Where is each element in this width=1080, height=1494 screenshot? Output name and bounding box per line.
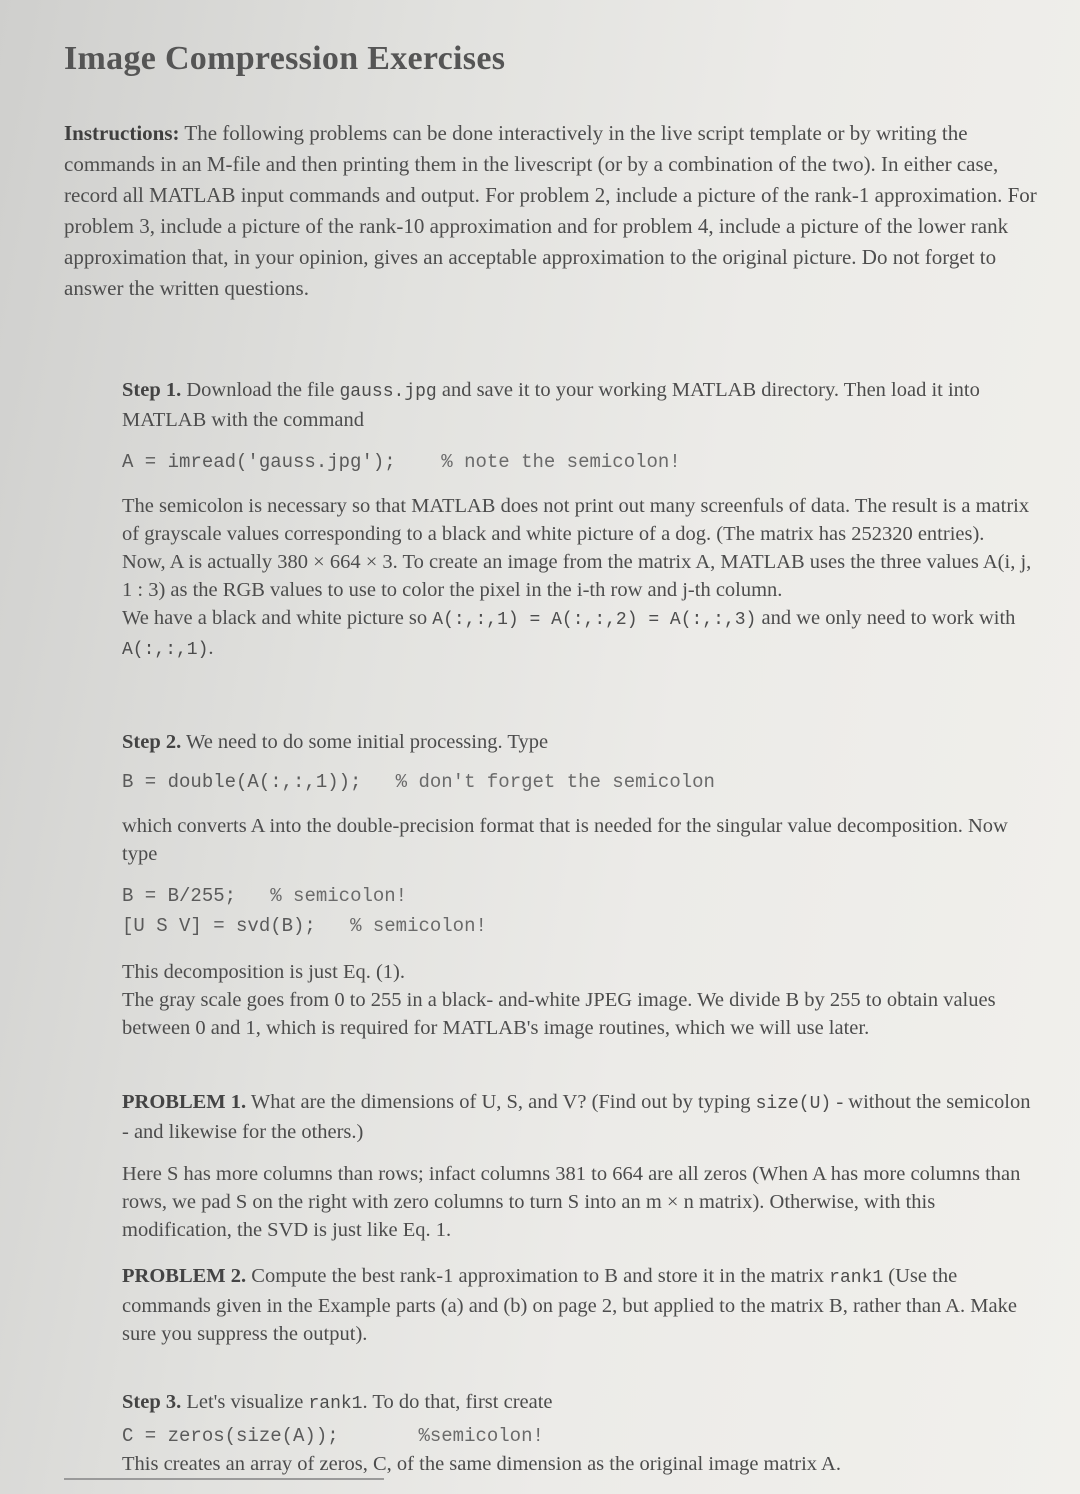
step2-section xyxy=(122,728,1032,1042)
step1-text-a: Download the file xyxy=(186,379,340,401)
step2-code: B = double(A(:,:,1)); xyxy=(122,771,362,793)
step1-label: Step 1. xyxy=(122,379,182,401)
problem1-code: size(U) xyxy=(755,1094,832,1114)
problem2-question xyxy=(122,1262,1032,1348)
step2-para1: which converts A into the double-precision format that is needed for the singular value decomposition. Now type xyxy=(122,815,1008,865)
bottom-divider xyxy=(64,1478,384,1480)
step2-code3-comment: % semicolon! xyxy=(350,915,487,937)
step3-code2: C = zeros(size(A)); xyxy=(122,1425,339,1447)
step2-para3: The gray scale goes from 0 to 255 in a black- and-white JPEG image. We divide B by 255 to obtain values between 0 and 1, which is required for MATLAB's image routines, which we will use later. xyxy=(122,989,996,1039)
problem1-label: PROBLEM 1. xyxy=(122,1091,247,1113)
step3-code2-comment: %semicolon! xyxy=(418,1425,544,1447)
step3-code-line xyxy=(122,1422,1032,1450)
step2-para2: This decomposition is just Eq. (1). xyxy=(122,961,405,983)
step1-intro xyxy=(122,376,1032,434)
step2-label: Step 2. xyxy=(122,731,182,753)
problem2-code: rank1 xyxy=(829,1268,884,1288)
step3-text-a: Let's visualize xyxy=(186,1391,309,1413)
instructions-paragraph xyxy=(64,118,1054,304)
step1-para2-c: . xyxy=(208,637,214,659)
step3-code: rank1 xyxy=(308,1394,363,1414)
step1-code: A = imread('gauss.jpg'); xyxy=(122,451,396,473)
step3-label: Step 3. xyxy=(122,1391,182,1413)
step2-intro xyxy=(122,728,1032,756)
problem2-label: PROBLEM 2. xyxy=(122,1265,247,1287)
step1-para2-a: We have a black and white picture so xyxy=(122,607,433,629)
problem2-text-a: Compute the best rank-1 approximation to B and store it in the matrix xyxy=(251,1265,830,1287)
problem1-question xyxy=(122,1088,1032,1146)
step3-intro xyxy=(122,1388,1032,1418)
step1-code-comment: % note the semicolon! xyxy=(441,451,681,473)
step2-code-line xyxy=(122,768,1032,796)
step2-code2-comment: % semicolon! xyxy=(270,885,408,907)
step2-code-comment: % don't forget the semicolon xyxy=(395,771,715,793)
problem1-text-b: - without the semicolon - and likewise for the others.) xyxy=(122,1091,1031,1143)
problem2-section xyxy=(122,1262,1032,1348)
step1-para2-b: and we only need to work with xyxy=(756,607,1016,629)
step2-text: We need to do some initial processing. Type xyxy=(186,731,549,753)
problem1-section xyxy=(122,1088,1032,1244)
step1-para1: The semicolon is necessary so that MATLAB does not print out many screenfuls of data. The result is a matrix of grayscale values corresponding to a black and white picture of a dog. (The matrix has 252320 entries). Now, A is actually 380 × 664 × 3. To create an image from the matrix A, MATLAB uses the three values A(i, j, 1 : 3) as the RGB values to use to color the pixel in the i-th row and j-th column. xyxy=(122,495,1032,601)
step1-para2 xyxy=(122,604,1032,664)
step1-para2-code1: A(:,:,1) = A(:,:,2) = A(:,:,3) xyxy=(432,610,757,630)
step1-code-line xyxy=(122,448,1032,476)
problem1-para: Here S has more columns than rows; infact columns 381 to 664 are all zeros (When A has more columns than rows, we pad S on the right with zero columns to turn S into an m × n matrix). Otherwise, with this modification, the SVD is just like Eq. 1. xyxy=(122,1163,1021,1241)
step3-section xyxy=(122,1388,1032,1478)
step2-code3-line xyxy=(122,912,1032,940)
instructions-text: The following problems can be done interactively in the live script template or by writing the commands in an M-file and then printing them in the livescript (or by a combination of the two). In either case, record all MATLAB input commands and output. For problem 2, include a picture of the rank-1 approximation. For problem 3, include a picture of the rank-10 approximation and for problem 4, include a picture of the lower rank approximation that, in your opinion, gives an acceptable approximation to the original picture. Do not forget to answer the written questions. xyxy=(64,121,1037,300)
step1-text-b: and save it to your working MATLAB directory. Then load it into MATLAB with the command xyxy=(122,379,980,431)
step2-code2-line xyxy=(122,882,1032,910)
step1-section xyxy=(122,376,1032,664)
problem2-text-b: (Use the commands given in the Example parts (a) and (b) on page 2, but applied to the matrix B, rather than A. Make sure you suppress the output). xyxy=(122,1265,1017,1345)
page-title: Image Compression Exercises xyxy=(64,40,506,77)
problem1-text-a: What are the dimensions of U, S, and V? (Find out by typing xyxy=(250,1091,756,1113)
step2-code3: [U S V] = svd(B); xyxy=(122,915,316,937)
step1-para2-code2: A(:,:,1) xyxy=(122,640,209,660)
step3-para: This creates an array of zeros, C, of the same dimension as the original image matrix A. xyxy=(122,1453,841,1475)
instructions-label: Instructions: xyxy=(64,121,180,145)
step1-filename: gauss.jpg xyxy=(339,382,437,402)
step2-code2: B = B/255; xyxy=(122,885,237,907)
step3-text-b: . To do that, first create xyxy=(362,1391,553,1413)
